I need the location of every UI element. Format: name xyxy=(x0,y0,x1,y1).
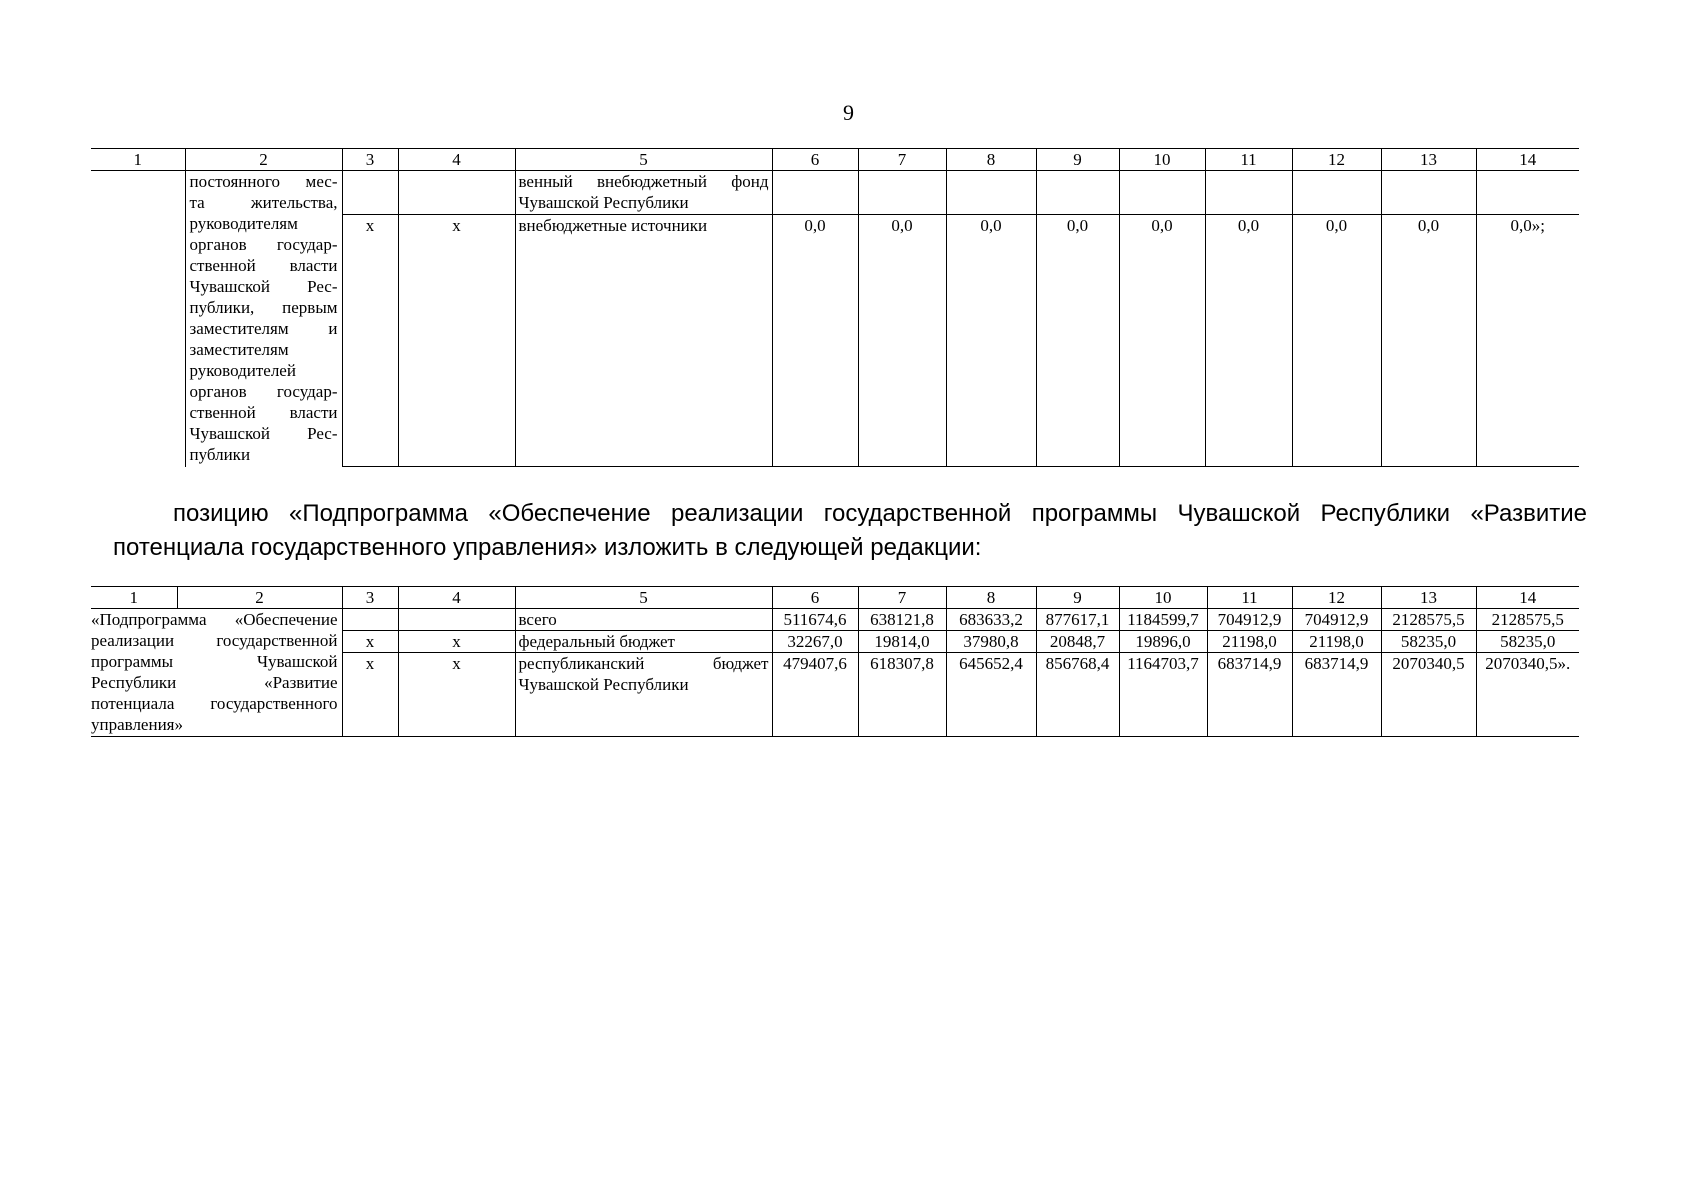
col-header: 8 xyxy=(946,149,1036,171)
subprogram-name-cell: «Подпрограмма «Обеспечение реализации государственной программы Чувашской Республики «Развитие потенциала государственного управления» xyxy=(91,609,342,737)
value-cell: 0,0 xyxy=(1292,215,1381,467)
col-header: 6 xyxy=(772,149,858,171)
col-header: 11 xyxy=(1207,587,1292,609)
value-cell: 32267,0 xyxy=(772,631,858,653)
cell-empty xyxy=(1292,171,1381,215)
cell-empty xyxy=(1119,171,1205,215)
funding-source-cell: федеральный бюджет xyxy=(515,631,772,653)
code-cell xyxy=(342,609,398,631)
value-cell: 704912,9 xyxy=(1207,609,1292,631)
text-line: ственной власти xyxy=(189,403,338,422)
value-cell: 877617,1 xyxy=(1036,609,1119,631)
col-header: 12 xyxy=(1292,587,1381,609)
col-header: 13 xyxy=(1381,149,1476,171)
code-cell: х xyxy=(398,631,515,653)
col-header: 9 xyxy=(1036,149,1119,171)
cell-empty xyxy=(1381,171,1476,215)
funding-source-cell: внебюджетные источники xyxy=(515,215,772,467)
text-line: руководителей xyxy=(189,361,296,380)
value-cell: 19896,0 xyxy=(1119,631,1207,653)
value-cell: 2128575,5 xyxy=(1381,609,1476,631)
value-cell: 683714,9 xyxy=(1292,653,1381,737)
col-header: 1 xyxy=(91,587,177,609)
table-header-row xyxy=(91,149,1579,171)
table-row xyxy=(91,609,1579,631)
value-cell: 856768,4 xyxy=(1036,653,1119,737)
funding-source-cell: всего xyxy=(515,609,772,631)
col-header: 7 xyxy=(858,587,946,609)
col-header: 6 xyxy=(772,587,858,609)
col-header: 10 xyxy=(1119,149,1205,171)
code-cell: х xyxy=(342,653,398,737)
value-cell: 58235,0 xyxy=(1381,631,1476,653)
code-cell: х xyxy=(398,653,515,737)
page-number: 9 xyxy=(843,100,854,125)
value-cell: 1184599,7 xyxy=(1119,609,1207,631)
value-cell: 0,0 xyxy=(858,215,946,467)
text-line: публики xyxy=(189,445,251,464)
col-header: 11 xyxy=(1205,149,1292,171)
value-cell: 19814,0 xyxy=(858,631,946,653)
value-cell: 2070340,5 xyxy=(1381,653,1476,737)
value-cell: 645652,4 xyxy=(946,653,1036,737)
col-header: 3 xyxy=(342,149,398,171)
col-header: 5 xyxy=(515,149,772,171)
funding-source-cell: венный внебюджетный фонд Чувашской Республики xyxy=(515,171,772,215)
value-cell: 2128575,5 xyxy=(1476,609,1579,631)
col-header: 1 xyxy=(91,149,185,171)
col-header: 13 xyxy=(1381,587,1476,609)
value-cell: 58235,0 xyxy=(1476,631,1579,653)
col-header: 4 xyxy=(398,587,515,609)
col-header: 2 xyxy=(177,587,342,609)
col-header: 2 xyxy=(185,149,342,171)
text-line: органов государ- xyxy=(189,235,338,254)
cell-empty xyxy=(1036,171,1119,215)
cell-empty xyxy=(772,171,858,215)
amendment-paragraph: позицию «Подпрограмма «Обеспечение реализации государственной программы Чувашской Республики «Развитие потенциала государственного управления» изложить в следующей редакции: xyxy=(113,500,1587,561)
text-line: заместителям и xyxy=(189,319,338,338)
table-header-row xyxy=(91,587,1579,609)
code-cell: х xyxy=(342,631,398,653)
value-cell: 0,0 xyxy=(1036,215,1119,467)
subprogram-table xyxy=(91,586,1579,737)
value-cell: 1164703,7 xyxy=(1119,653,1207,737)
value-cell: 618307,8 xyxy=(858,653,946,737)
value-cell: 0,0»; xyxy=(1476,215,1579,467)
value-cell: 0,0 xyxy=(772,215,858,467)
code-cell xyxy=(398,609,515,631)
col-header: 10 xyxy=(1119,587,1207,609)
value-cell: 704912,9 xyxy=(1292,609,1381,631)
col-header: 4 xyxy=(398,149,515,171)
text-line: публики, первым xyxy=(189,298,338,317)
col-header: 12 xyxy=(1292,149,1381,171)
col-header: 14 xyxy=(1476,587,1579,609)
text-line: заместителям xyxy=(189,340,289,359)
text-line: Чувашской Рес- xyxy=(189,277,338,296)
value-cell: 0,0 xyxy=(1381,215,1476,467)
col-header: 8 xyxy=(946,587,1036,609)
value-cell: 683714,9 xyxy=(1207,653,1292,737)
recipient-cell xyxy=(185,171,342,467)
funding-source-cell: республиканский бюджет Чувашской Республики xyxy=(515,653,772,737)
value-cell: 0,0 xyxy=(1205,215,1292,467)
value-cell: 638121,8 xyxy=(858,609,946,631)
cell-empty xyxy=(342,171,398,215)
value-cell: 37980,8 xyxy=(946,631,1036,653)
value-cell: 0,0 xyxy=(946,215,1036,467)
col-header: 9 xyxy=(1036,587,1119,609)
value-cell: 511674,6 xyxy=(772,609,858,631)
value-cell: 20848,7 xyxy=(1036,631,1119,653)
continuation-table xyxy=(91,148,1579,467)
text-line: ственной власти xyxy=(189,256,338,275)
text-line: органов государ- xyxy=(189,382,338,401)
code-cell: х xyxy=(398,215,515,467)
value-cell: 2070340,5». xyxy=(1476,653,1579,737)
cell-empty xyxy=(946,171,1036,215)
text-line: постоянного мес- xyxy=(189,172,338,191)
table-row xyxy=(91,171,1579,215)
text-line: та жительства, xyxy=(189,193,338,212)
cell-empty xyxy=(398,171,515,215)
col-header: 14 xyxy=(1476,149,1579,171)
text-line: руководителям xyxy=(189,214,298,233)
col-header: 5 xyxy=(515,587,772,609)
cell-empty xyxy=(858,171,946,215)
cell-empty xyxy=(1205,171,1292,215)
value-cell: 479407,6 xyxy=(772,653,858,737)
code-cell: х xyxy=(342,215,398,467)
value-cell: 0,0 xyxy=(1119,215,1205,467)
col-header: 3 xyxy=(342,587,398,609)
value-cell: 21198,0 xyxy=(1207,631,1292,653)
value-cell: 21198,0 xyxy=(1292,631,1381,653)
cell-empty xyxy=(91,171,185,467)
col-header: 7 xyxy=(858,149,946,171)
cell-empty xyxy=(1476,171,1579,215)
value-cell: 683633,2 xyxy=(946,609,1036,631)
text-line: Чувашской Рес- xyxy=(189,424,338,443)
